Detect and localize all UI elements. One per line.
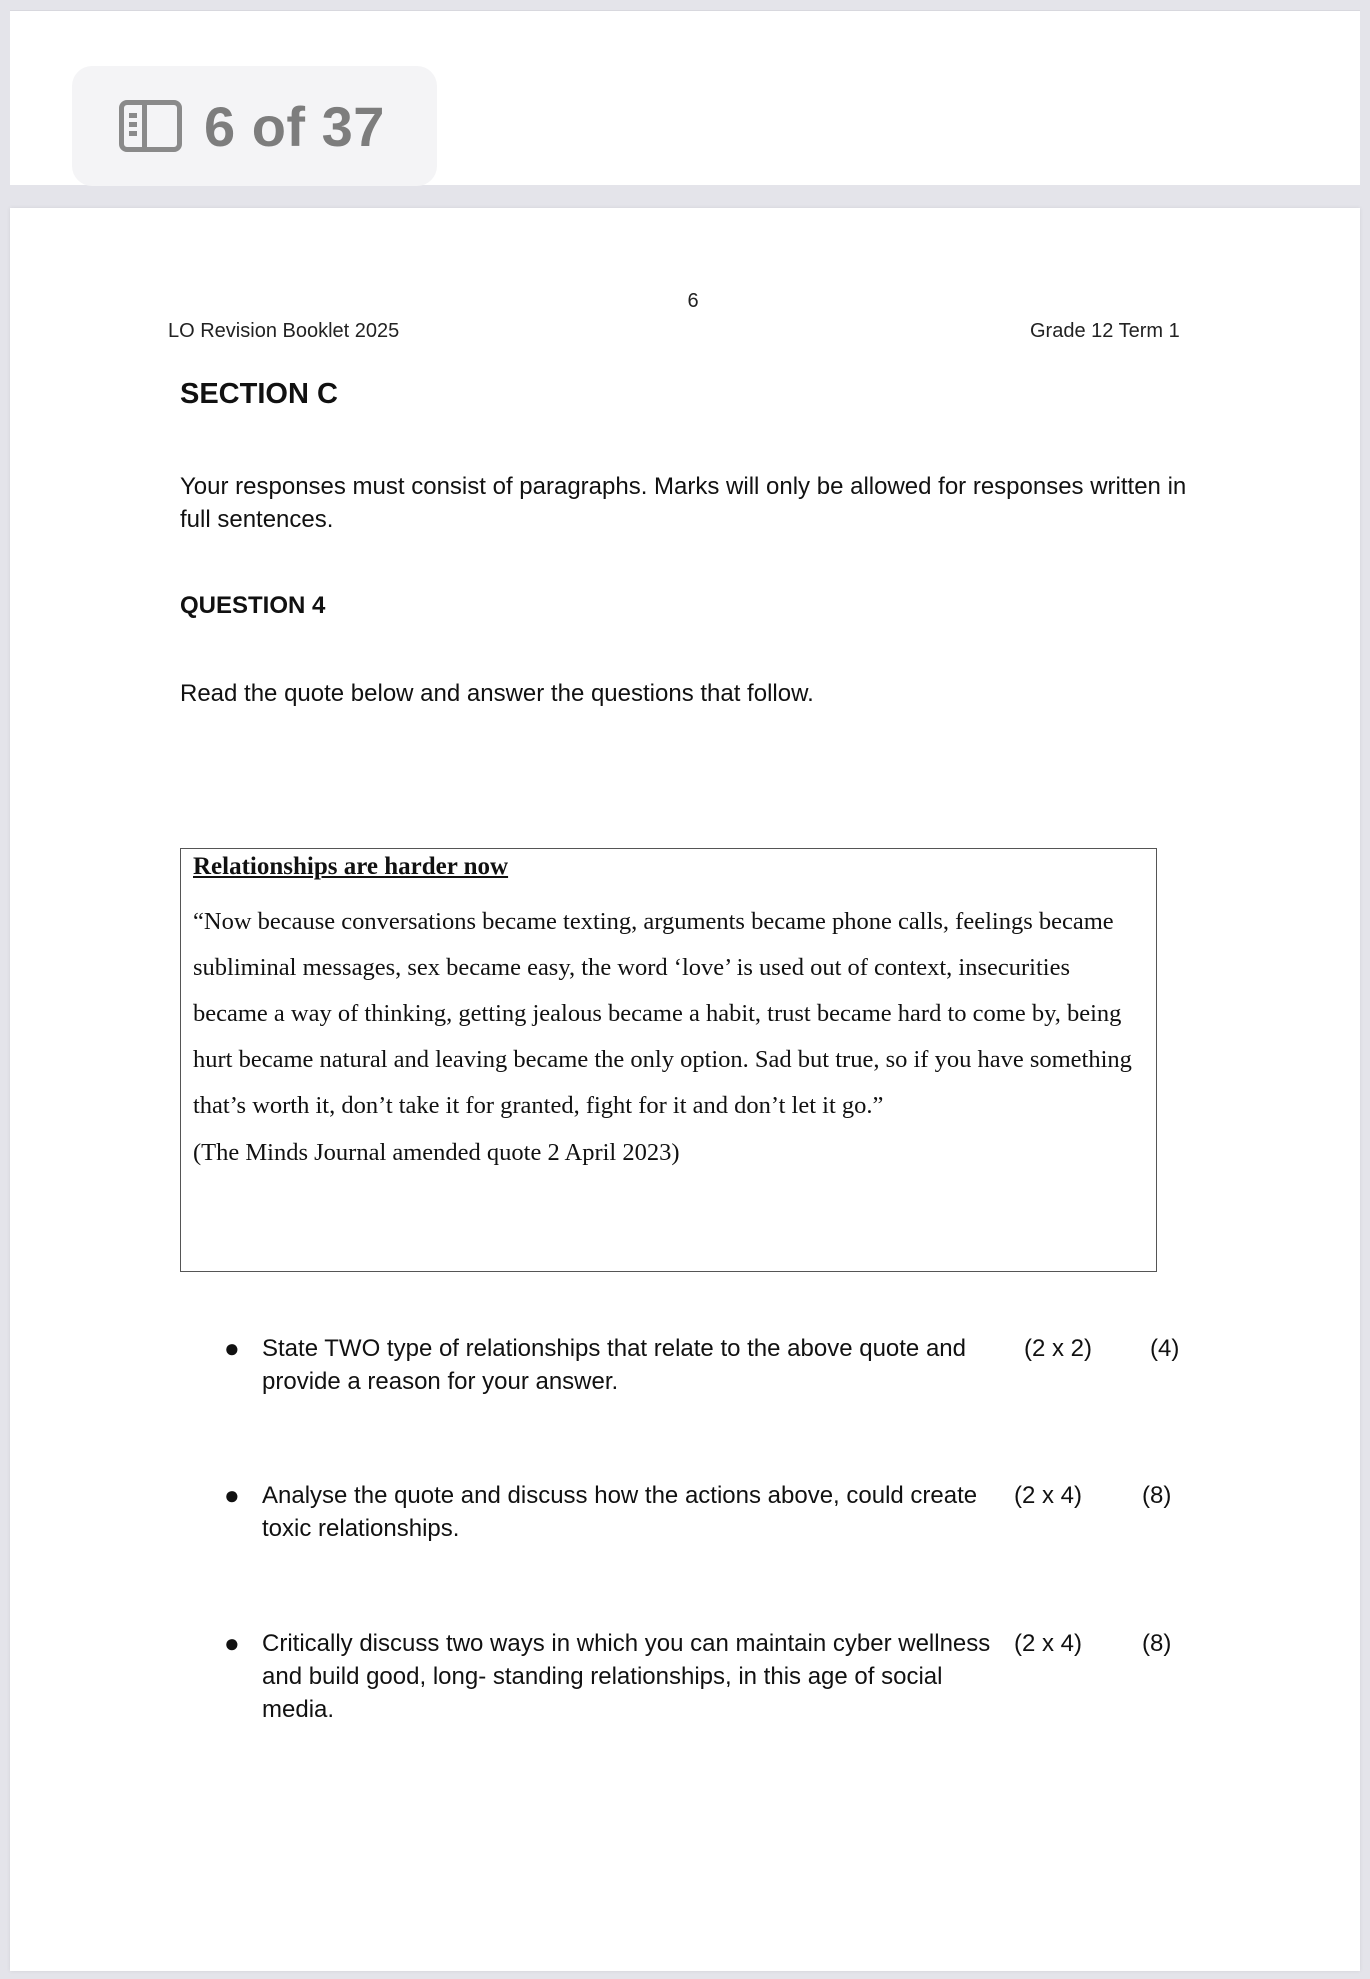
question-title: QUESTION 4	[180, 592, 326, 619]
page-number: 6	[687, 290, 699, 312]
document-page	[10, 208, 1360, 1971]
question-text: State TWO type of relationships that relate to the above quote and provide a reason for your answer.	[262, 1335, 966, 1395]
section-title: SECTION C	[180, 378, 338, 410]
question-total: (8)	[1142, 1482, 1172, 1509]
question-total: (4)	[1150, 1335, 1180, 1362]
question-marks: (2 x 4)	[1014, 1630, 1083, 1657]
question-marks: (2 x 4)	[1014, 1482, 1083, 1509]
header-right: Grade 12 Term 1	[1030, 320, 1180, 342]
viewer-toolbar	[10, 10, 1360, 185]
header-left: LO Revision Booklet 2025	[168, 320, 400, 342]
question-text: Analyse the quote and discuss how the actions above, could create toxic relationships.	[262, 1482, 978, 1542]
question-text: Critically discuss two ways in which you can maintain cyber wellness and build good, long- standing relationships, in this age of social media.	[262, 1630, 991, 1723]
bullet: ●	[224, 1480, 240, 1510]
read-prompt: Read the quote below and answer the questions that follow.	[180, 680, 814, 707]
quote-body: “Now because conversations became texting, arguments became phone calls, feelings became subliminal messages, sex became easy, the word ‘love’ is used out of context, insecurities became a way of thinking, getting jealous became a habit, trust became hard to come by, being hurt became natural and leaving became the only option. Sad but true, so if you have something that’s worth it, don’t take it for granted, fight for it and don’t let it go.”	[193, 908, 1132, 1119]
question-marks: (2 x 2)	[1024, 1335, 1093, 1362]
instructions-text: Your responses must consist of paragraphs. Marks will only be allowed for responses written in full sentences.	[180, 473, 1187, 533]
bullet: ●	[224, 1333, 240, 1363]
quote-source: (The Minds Journal amended quote 2 April 2023)	[193, 1139, 680, 1166]
question-total: (8)	[1142, 1630, 1172, 1657]
bullet: ●	[224, 1628, 240, 1658]
page-indicator-text: 6 of 37	[204, 94, 385, 158]
quote-box	[180, 848, 1157, 1272]
page-indicator-button[interactable]	[72, 66, 437, 186]
sidebar-toggle-icon	[119, 100, 182, 152]
quote-heading: Relationships are harder now	[193, 853, 509, 880]
